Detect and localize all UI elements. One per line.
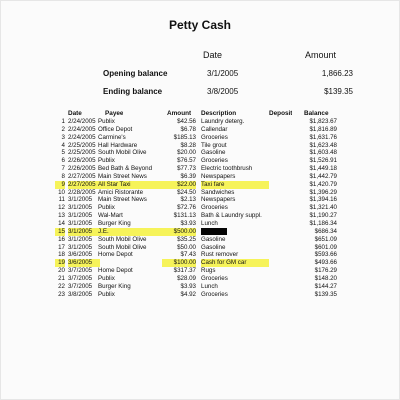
row-amount: $7.43: [180, 251, 196, 259]
row-balance: $176.29: [314, 267, 337, 275]
row-date: 2/25/2005: [68, 149, 96, 157]
row-description: Gasoline: [201, 235, 226, 243]
table-row: [55, 204, 355, 212]
opening-balance-label: Opening balance: [103, 69, 168, 78]
table-row: [55, 236, 355, 244]
row-payee: South Mobil Olive: [98, 149, 147, 157]
row-balance: $1,442.79: [309, 172, 337, 180]
row-number: 14: [58, 219, 65, 227]
row-number: 10: [58, 188, 65, 196]
summary-date-header: Date: [203, 50, 223, 60]
table-row: [55, 259, 355, 267]
row-number: 20: [58, 267, 65, 275]
row-payee: Hall Hardware: [98, 141, 138, 149]
table-row: [55, 157, 355, 165]
row-number: 9: [55, 181, 65, 189]
row-description: Electric toothbrush: [201, 165, 253, 173]
row-payee: Home Depot: [98, 267, 133, 275]
row-number: 2: [61, 125, 65, 133]
opening-balance-date: 3/1/2005: [207, 69, 239, 78]
row-description: Newspapers: [201, 196, 236, 204]
table-row: [55, 118, 355, 126]
row-description: Gasoline: [201, 149, 226, 157]
ending-balance-amount: $139.35: [324, 87, 353, 96]
row-number: 3: [61, 133, 65, 141]
row-balance: $1,449.18: [309, 165, 337, 173]
row-date: 2/28/2005: [68, 188, 96, 196]
row-date: 3/7/2005: [68, 282, 93, 290]
summary-amount-header: Amount: [305, 50, 337, 60]
table-row: [55, 126, 355, 134]
ledger-body: [55, 118, 355, 298]
row-payee: Publix: [98, 204, 115, 212]
table-row: [55, 181, 355, 189]
header-balance: Balance: [304, 110, 329, 117]
row-number: 4: [61, 141, 65, 149]
table-row: [55, 283, 355, 291]
row-date: 2/27/2005: [68, 172, 96, 180]
row-amount: $100.00: [162, 259, 196, 267]
row-balance: $1,631.76: [309, 133, 337, 141]
row-payee: Home Depot: [98, 251, 133, 259]
row-balance: $686.34: [314, 227, 337, 235]
table-row: [55, 165, 355, 173]
row-number: 21: [58, 274, 65, 282]
row-number: 11: [58, 196, 65, 204]
row-balance: $1,603.48: [309, 149, 337, 157]
row-amount: $72.76: [177, 204, 196, 212]
row-amount: $6.39: [180, 172, 196, 180]
row-balance: $1,816.89: [309, 125, 337, 133]
row-balance: $1,190.27: [309, 212, 337, 220]
row-amount: $8.28: [180, 141, 196, 149]
row-payee: Wal-Mart: [98, 212, 123, 220]
row-amount: $131.13: [173, 212, 196, 220]
row-balance: $593.66: [314, 251, 337, 259]
row-balance: $1,396.29: [309, 188, 337, 196]
row-description: Groceries: [201, 204, 228, 212]
row-balance: $601.09: [314, 243, 337, 251]
row-description: Groceries: [201, 290, 228, 298]
row-balance: $493.66: [314, 259, 337, 267]
ending-balance-label: Ending balance: [103, 87, 163, 96]
row-payee: Office Depot: [98, 125, 133, 133]
row-number: 19: [55, 259, 65, 267]
table-row: [55, 267, 355, 275]
row-date: 3/1/2005: [68, 235, 93, 243]
row-date: 2/27/2005: [68, 181, 100, 189]
table-row: [55, 134, 355, 142]
table-row: [55, 228, 355, 236]
row-payee: Publix: [98, 157, 115, 165]
row-number: 15: [55, 228, 65, 236]
row-description: Callendar: [201, 125, 228, 133]
row-amount: $500.00: [162, 228, 196, 236]
row-date: 3/1/2005: [68, 219, 93, 227]
row-balance: $1,526.91: [309, 157, 337, 165]
row-number: 17: [58, 243, 65, 251]
row-payee: Publix: [98, 290, 115, 298]
header-description: Description: [201, 110, 237, 117]
row-amount: $28.09: [177, 274, 196, 282]
row-amount: $317.37: [173, 267, 196, 275]
row-payee: South Mobil Olive: [98, 235, 147, 243]
row-balance: $1,186.34: [309, 219, 337, 227]
row-number: 7: [61, 165, 65, 173]
row-payee: Carmine's: [98, 133, 126, 141]
row-balance: $1,394.16: [309, 196, 337, 204]
table-row: [55, 196, 355, 204]
table-row: [55, 149, 355, 157]
row-balance: $1,321.40: [309, 204, 337, 212]
row-date: 3/1/2005: [68, 204, 93, 212]
table-row: [55, 212, 355, 220]
row-amount: $42.56: [177, 118, 196, 125]
row-payee: Main Street News: [98, 196, 147, 204]
row-payee: All Star Taxi: [98, 181, 170, 189]
row-amount: $50.00: [177, 243, 196, 251]
row-description: Newspapers: [201, 172, 236, 180]
row-balance: $144.27: [314, 282, 337, 290]
row-payee: Publix: [98, 118, 115, 125]
redaction-box: [201, 228, 227, 235]
row-payee: Burger King: [98, 219, 131, 227]
row-number: 23: [58, 290, 65, 298]
row-date: 3/6/2005: [68, 259, 100, 267]
header-date: Date: [68, 110, 82, 117]
page-title: Petty Cash: [168, 18, 232, 32]
row-number: 22: [58, 282, 65, 290]
header-amount: Amount: [167, 110, 192, 117]
row-amount: $35.25: [177, 235, 196, 243]
row-number: 16: [58, 235, 65, 243]
row-amount: $3.93: [180, 282, 196, 290]
row-description: Gasoline: [201, 243, 226, 251]
row-description: Rust remover: [201, 251, 239, 259]
row-description: Lunch: [201, 219, 218, 227]
opening-balance-amount: 1,866.23: [321, 69, 353, 78]
table-row: [55, 173, 355, 181]
row-date: 2/24/2005: [68, 125, 96, 133]
row-number: 8: [61, 172, 65, 180]
table-row: [55, 291, 355, 299]
row-description: Bath & Laundry suppl.: [201, 212, 262, 220]
row-balance: $139.35: [314, 290, 337, 298]
row-amount: $6.78: [180, 125, 196, 133]
row-date: 3/1/2005: [68, 243, 93, 251]
row-amount: $76.57: [177, 157, 196, 165]
row-description: Groceries: [201, 133, 228, 141]
row-date: 2/25/2005: [68, 141, 96, 149]
row-amount: $2.13: [180, 196, 196, 204]
row-date: 3/1/2005: [68, 228, 100, 236]
header-payee: Payee: [105, 110, 124, 117]
row-balance: $1,823.67: [309, 118, 337, 125]
row-amount: $77.73: [177, 165, 196, 173]
row-description: Rugs: [201, 267, 216, 275]
row-amount: $3.93: [180, 219, 196, 227]
row-number: 18: [58, 251, 65, 259]
row-description: Groceries: [201, 274, 228, 282]
row-description: Lunch: [201, 282, 218, 290]
row-amount: $24.50: [177, 188, 196, 196]
row-number: 1: [61, 118, 65, 125]
header-deposit: Deposit: [269, 110, 293, 117]
row-payee: South Mobil Olive: [98, 243, 147, 251]
table-row: [55, 142, 355, 150]
row-description: Groceries: [201, 157, 228, 165]
row-balance: $1,420.79: [309, 180, 337, 188]
row-number: 13: [58, 212, 65, 220]
row-payee: Publix: [98, 274, 115, 282]
row-number: 6: [61, 157, 65, 165]
row-amount: $4.92: [180, 290, 196, 298]
table-row: [55, 189, 355, 197]
table-row: [55, 275, 355, 283]
row-payee: J.E.: [98, 228, 170, 236]
ending-balance-date: 3/8/2005: [207, 87, 239, 96]
row-date: 2/26/2005: [68, 165, 96, 173]
row-description: Tile grout: [201, 141, 227, 149]
row-description: Sandwiches: [201, 188, 235, 196]
row-balance: $148.20: [314, 274, 337, 282]
row-amount: $22.00: [162, 181, 196, 189]
row-description: Cash for GM car: [201, 259, 269, 267]
row-date: 3/7/2005: [68, 274, 93, 282]
row-date: 2/24/2005: [68, 118, 96, 125]
row-balance: $651.09: [314, 235, 337, 243]
ledger-table: [55, 110, 355, 298]
row-date: 2/26/2005: [68, 157, 96, 165]
row-amount: $20.00: [177, 149, 196, 157]
row-payee: Bed Bath & Beyond: [98, 165, 153, 173]
row-date: 3/8/2005: [68, 290, 93, 298]
row-number: 5: [61, 149, 65, 157]
row-description: Taxi fare: [201, 181, 269, 189]
row-balance: $1,623.48: [309, 141, 337, 149]
row-payee: Burger King: [98, 282, 131, 290]
row-date: 3/1/2005: [68, 212, 93, 220]
row-date: 3/6/2005: [68, 251, 93, 259]
table-row: [55, 244, 355, 252]
row-amount: $185.13: [173, 133, 196, 141]
row-date: 3/1/2005: [68, 196, 93, 204]
table-row: [55, 220, 355, 228]
ledger-header-row: [55, 110, 355, 118]
row-payee: Amici Ristorante: [98, 188, 144, 196]
row-date: 2/24/2005: [68, 133, 96, 141]
row-date: 3/7/2005: [68, 267, 93, 275]
table-row: [55, 251, 355, 259]
row-description: Laundry deterg.: [201, 118, 245, 125]
row-payee: Main Street News: [98, 172, 147, 180]
row-number: 12: [58, 204, 65, 212]
